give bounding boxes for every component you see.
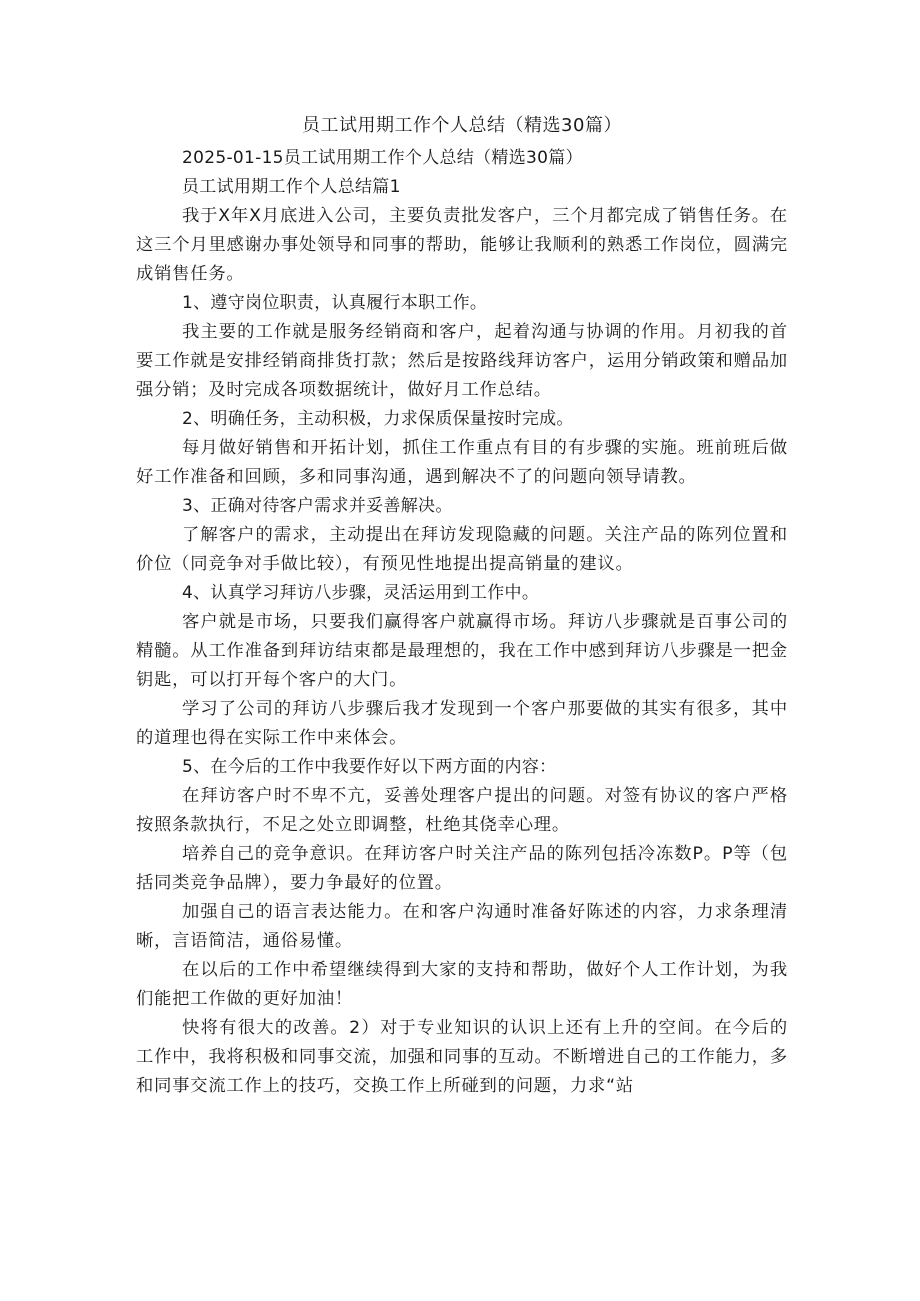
list-heading: 5、在今后的工作中我要作好以下两方面的内容：: [182, 757, 557, 777]
list-heading: 3、正确对待客户需求并妥善解决。: [182, 496, 453, 516]
date-line: 2025-01-15员工试用期工作个人总结（精选30篇）: [182, 148, 583, 168]
paragraph: 我主要的工作就是服务经销商和客户，起着沟通与协调的作用。月初我的首要工作就是安排经销商排货打款；然后是按路线拜访客户，运用分销政策和赠品加强分销；及时完成各项数据统计，做好月工作总结。: [136, 322, 788, 400]
paragraph: 培养自己的竞争意识。在拜访客户时关注产品的陈列包括冷冻数P。P等（包括同类竞争品牌），要力争最好的位置。: [136, 844, 788, 893]
paragraph: 客户就是市场，只要我们赢得客户就赢得市场。拜访八步骤就是百事公司的精髓。从工作准备到拜访结束都是最理想的，我在工作中感到拜访八步骤是一把金钥匙，可以打开每个客户的大门。: [136, 612, 788, 690]
paragraph: 学习了公司的拜访八步骤后我才发现到一个客户那要做的其实有很多，其中的道理也得在实际工作中来体会。: [136, 699, 788, 748]
paragraph: 在以后的工作中希望继续得到大家的支持和帮助，做好个人工作计划，为我们能把工作做的更好加油！: [136, 960, 788, 1009]
list-heading: 1、遵守岗位职责，认真履行本职工作。: [182, 293, 488, 313]
section-title: 员工试用期工作个人总结篇1: [182, 177, 401, 197]
list-heading: 2、明确任务，主动积极，力求保质保量按时完成。: [182, 409, 574, 429]
document-body: [136, 112, 788, 1101]
paragraph: 我于X年X月底进入公司，主要负责批发客户，三个月都完成了销售任务。在这三个月里感谢办事处领导和同事的帮助，能够让我顺利的熟悉工作岗位，圆满完成销售任务。: [136, 206, 788, 284]
paragraph: 加强自己的语言表达能力。在和客户沟通时准备好陈述的内容，力求条理清晰，言语简洁，通俗易懂。: [136, 902, 788, 951]
paragraph: 快将有很大的改善。2）对于专业知识的认识上还有上升的空间。在今后的工作中，我将积极和同事交流，加强和同事的互动。不断增进自己的工作能力，多和同事交流工作上的技巧，交换工作上所碰到的问题，力求“站: [136, 1018, 788, 1096]
paragraph: 在拜访客户时不卑不亢，妥善处理客户提出的问题。对签有协议的客户严格按照条款执行，不足之处立即调整，杜绝其侥幸心理。: [136, 786, 788, 835]
paragraph: 每月做好销售和开拓计划，抓住工作重点有目的有步骤的实施。班前班后做好工作准备和回顾，多和同事沟通，遇到解决不了的问题向领导请教。: [136, 438, 788, 487]
paragraph: 了解客户的需求，主动提出在拜访发现隐藏的问题。关注产品的陈列位置和价位（同竞争对手做比较），有预见性地提出提高销量的建议。: [136, 525, 788, 574]
list-heading: 4、认真学习拜访八步骤，灵活运用到工作中。: [182, 583, 540, 603]
document-title: 员工试用期工作个人总结（精选30篇）: [302, 115, 622, 136]
